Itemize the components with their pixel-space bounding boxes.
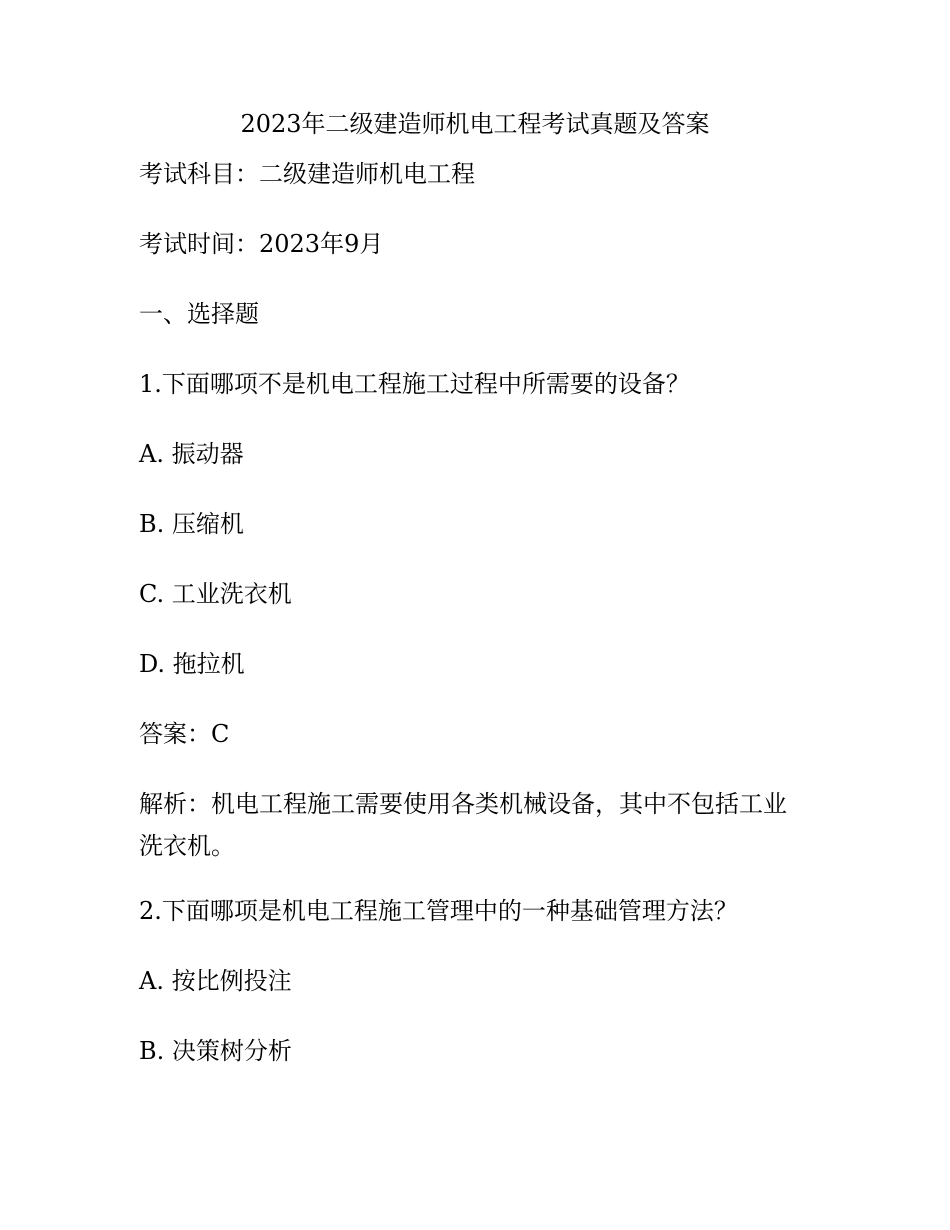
- question-1-answer: 答案：C: [139, 720, 230, 748]
- question-2-option-a: A. 按比例投注: [139, 967, 292, 995]
- question-1-analysis-line-2: 洗衣机。: [139, 832, 235, 860]
- exam-subject: 考试科目：二级建造师机电工程: [139, 160, 475, 188]
- document-title: 2023年二级建造师机电工程考试真题及答案: [240, 110, 710, 138]
- question-1-option-a: A. 振动器: [139, 440, 244, 468]
- question-1-option-d: D. 拖拉机: [139, 650, 245, 678]
- question-2-stem: 2.下面哪项是机电工程施工管理中的一种基础管理方法？: [139, 897, 738, 925]
- exam-time: 考试时间：2023年9月: [139, 230, 384, 258]
- question-2-option-b: B. 决策树分析: [139, 1037, 292, 1065]
- question-1-stem: 1.下面哪项不是机电工程施工过程中所需要的设备？: [139, 370, 690, 398]
- question-1-option-b: B. 压缩机: [139, 510, 244, 538]
- section-heading: 一、选择题: [139, 300, 259, 328]
- question-1-option-c: C. 工业洗衣机: [139, 580, 292, 608]
- question-1-analysis-line-1: 解析：机电工程施工需要使用各类机械设备，其中不包括工业: [139, 790, 787, 818]
